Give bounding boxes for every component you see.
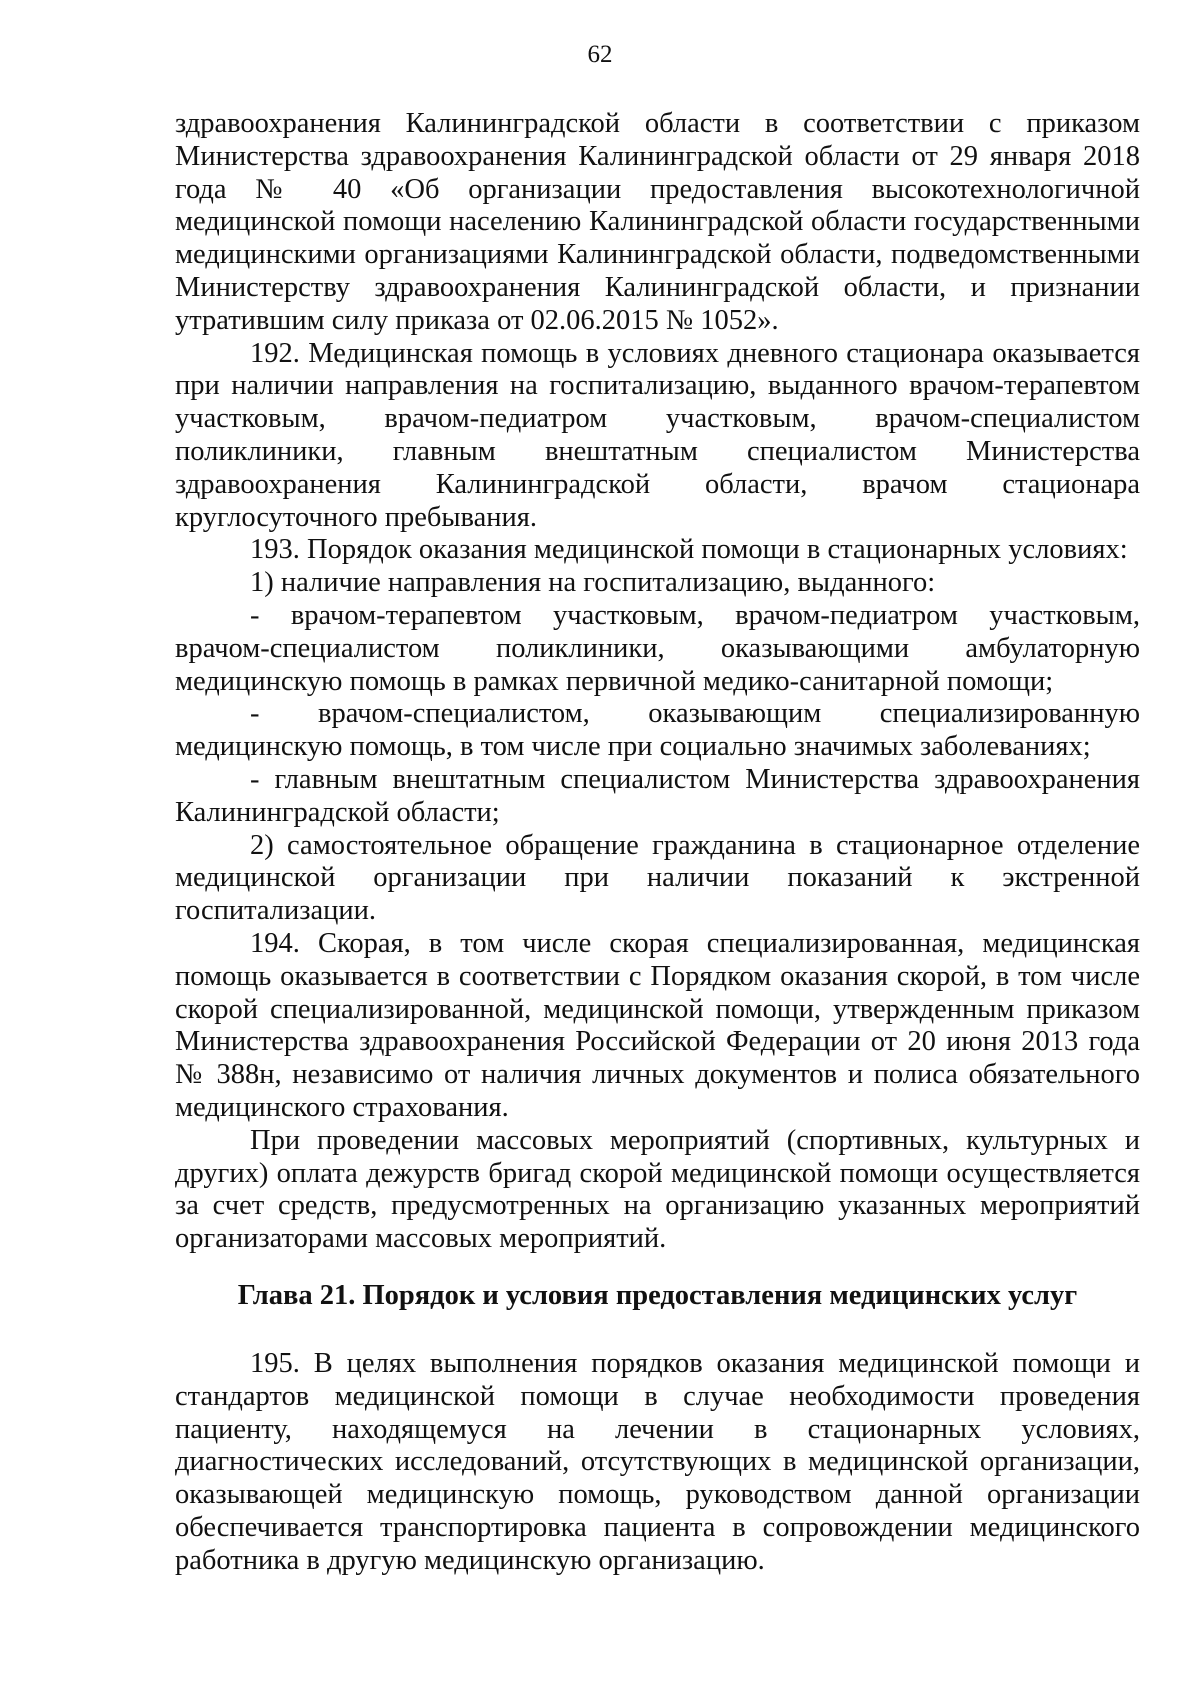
chapter-heading: Глава 21. Порядок и условия предоставления медицинских услуг	[237, 1280, 1078, 1311]
paragraph: - врачом-специалистом, оказывающим специализированную медицинскую помощь, в том числе при социально значимых заболеваниях;	[175, 698, 1140, 763]
page-number: 62	[587, 41, 613, 68]
body-text-top	[175, 108, 1140, 1256]
paragraph: здравоохранения Калининградской области в соответствии с приказом Министерства здравоохранения Калининградской области от 29 января 2018 года № 40 «Об организации предоставления высокотехнологичной медицинской помощи населению Калининградской области государственными медицинскими организациями Калининградской области, подведомственными Министерству здравоохранения Калининградской области, и признании утратившим силу приказа от 02.06.2015 № 1052».	[175, 108, 1140, 336]
paragraph: 194. Скорая, в том числе скорая специализированная, медицинская помощь оказывается в соответствии с Порядком оказания скорой, в том числе скорой специализированной, медицинской помощи, утвержденным приказом Министерства здравоохранения Российской Федерации от 20 июня 2013 года № 388н, независимо от наличия личных документов и полиса обязательного медицинского страхования.	[175, 927, 1140, 1123]
paragraph: - главным внештатным специалистом Министерства здравоохранения Калининградской области;	[175, 763, 1140, 828]
paragraph: - врачом-терапевтом участковым, врачом-педиатром участковым, врачом-специалистом поликлиники, оказывающими амбулаторную медицинскую помощь в рамках первичной медико-санитарной помощи;	[175, 599, 1140, 697]
paragraph: 192. Медицинская помощь в условиях дневного стационара оказывается при наличии направления на госпитализацию, выданного врачом-терапевтом участковым, врачом-педиатром участковым, врачом-специалистом поликлиники, главным внештатным специалистом Министерства здравоохранения Калининградской области, врачом стационара круглосуточного пребывания.	[175, 337, 1140, 533]
body-text-bottom	[175, 1348, 1140, 1578]
paragraph: 195. В целях выполнения порядков оказания медицинской помощи и стандартов медицинской помощи в случае необходимости проведения пациенту, находящемуся на лечении в стационарных условиях, диагностических исследований, отсутствующих в медицинской организации, оказывающей медицинскую помощь, руководством данной организации обеспечивается транспортировка пациента в сопровождении медицинского работника в другую медицинскую организацию.	[175, 1348, 1140, 1576]
paragraph: При проведении массовых мероприятий (спортивных, культурных и других) оплата дежурств бригад скорой медицинской помощи осуществляется за счет средств, предусмотренных на организацию указанных мероприятий организаторами массовых мероприятий.	[175, 1124, 1140, 1255]
paragraph: 2) самостоятельное обращение гражданина в стационарное отделение медицинской организации при наличии показаний к экстренной госпитализации.	[175, 829, 1140, 927]
paragraph: 1) наличие направления на госпитализацию, выданного:	[250, 567, 936, 599]
paragraph: 193. Порядок оказания медицинской помощи в стационарных условиях:	[250, 534, 1128, 566]
